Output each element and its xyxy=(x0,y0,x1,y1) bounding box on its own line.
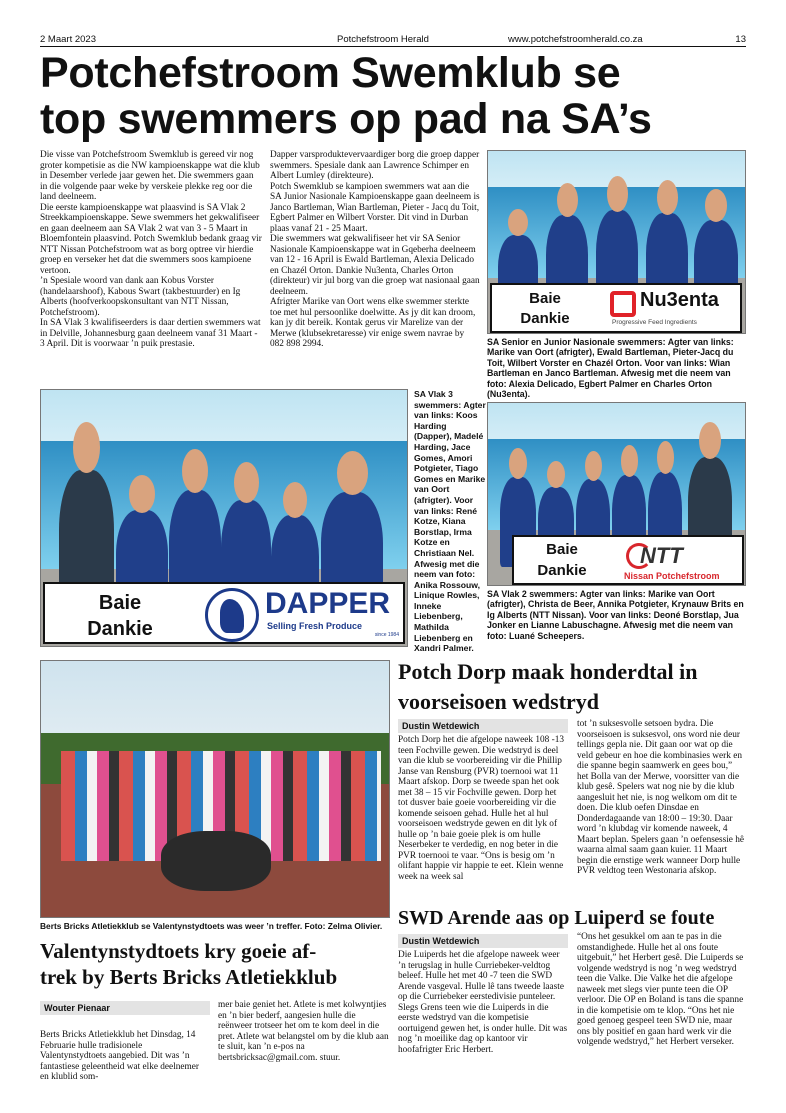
potch-dorp-byline: Dustin Wetdewich xyxy=(398,719,568,733)
dapper-sponsor-panel: Baie Dankie DAPPER Selling Fresh Produce since 1984 xyxy=(43,582,405,644)
main-headline-line2: top swemmers op pad na SA’s xyxy=(40,95,652,143)
vlak3-swimmers-photo xyxy=(40,389,408,647)
newspaper-name: Potchefstroom Herald xyxy=(337,34,429,45)
senior-swimmers-photo xyxy=(487,150,746,334)
ntt-nissan-logo: NTT Nissan Potchefstroom xyxy=(624,543,720,581)
vlak3-swimmers-caption: SA Vlak 3 swemmers: Agter van links: Koos Harding (Dapper), Madelé Harding, Jace Gomes, Amori Potgieter, Tiago Gomes en Marike van Oort (afrigter). Voor van links: René Kotze, Kiana Borstlap, Irma Kotze en Christiaan Nel. Afwesig met die neem van foto: Anika Rossouw, Linique Rowles, Inneke Liebenberg, Mathilda Liebenberg en Xandri Palmer. xyxy=(414,389,486,654)
main-headline xyxy=(40,50,750,142)
page-header xyxy=(40,0,746,44)
valentyn-col1: Berts Bricks Atletiekklub het Dinsdag, 14 Februarie hulle tradisionele Valentynstydtoets aangebied. Dit was ’n fantastiese geleentheid wat elke deelnemer en klublid som- xyxy=(40,1030,200,1082)
vlak2-swimmers-photo xyxy=(487,402,746,586)
nu3enta-logo: Nu3enta Progressive Feed Ingredients xyxy=(612,289,719,326)
swd-col2: “Ons het gesukkel om aan te pas in die omstandighede. Hulle het al ons foute uitgebuit,” het Herbert gesê. Die Luiperds se volgende wedstryd is nog ’n weg wedstryd teen die Valke. Die Valke het die afgelope naweek met slegs vier punte teen die OP verloor. Die OP en Boland is tans die spanne in die kompetisie om te klop. “Ons het nie goed genoeg gespeel teen SWD nie, maar ons bly positief en gaan hard werk vir die volgende wedstryd,” het Herbert verseker. xyxy=(577,932,744,1047)
dapper-horse-logo-icon xyxy=(205,588,259,642)
newspaper-url[interactable]: www.potchefstroomherald.co.za xyxy=(508,34,643,45)
swim-article-col2: Dapper varsproduktevervaardiger borg die groep dapper swemmers. Spesiale dank aan Lawrence Schimper en Albert Lumley (direkteure). Potch Swemklub se kampioen swemmers wat aan die SA Junior Nasionale Kampioenskappe gaan deelneem is Janco Bartleman, Wian Bartleman, Pieter - Jacq du Toit, Egbert Palmer en Wilbert Vorster. Dit vind in Durban plaas vanaf 21 - 25 Maart. Die swemmers wat gekwalifiseer het vir SA Senior Nasionale Kampioenskappe wat in Gqeberha deelneem van 12 - 16 April is Ewald Bartleman, Alexia Delicado en Chazél Orton. Dankie Nu3enta, Charles Orton (direkteur) vir jul borg van die groep wat nasionaal gaan deelneem. Afrigter Marike van Oort wens elke swemmer sterkte toe met hul persoonlike doelwitte. As jy dit kan droom, kan jy dit bereik. Kontak gerus vir Marelize van der Merwe (klubsekretaresse) vir enige swem navrae by 082 898 2994. xyxy=(270,150,480,349)
dapper-logo: DAPPER Selling Fresh Produce since 1984 xyxy=(265,587,399,638)
potch-dorp-headline: Potch Dorp maak honderdtal in voorseisoen wedstryd xyxy=(398,659,698,714)
valentyn-byline: Wouter Pienaar xyxy=(40,1001,210,1015)
nu3enta-sponsor-panel: Baie Dankie Nu3enta Progressive Feed Ingredients xyxy=(490,283,742,333)
potch-dorp-col2: tot ’n suksesvolle setsoen bydra. Die voorseisoen is suksesvol, ons word nie deur tellings gepla nie. Dit gaan oor wat op die veld gebeur en hoe die kombinasies werk en die spanne begin saamwerk en gees bou,” het Bolla van der Merwe, voorsitter van die klub gesê. Spelers wat nog nie by die klub aangesluit het nie, is nog welkom om dit te doen. Die klub oefen Dinsdae en Donderdagaande van 18:00 – 19:30. Daar word ’n klubdag vir komende naweek, 4 Maart beplan. Spelers gaan ’n oefensessie hê waarna almal saam gaan kuier. 11 Maart begin die ernstige werk wanneer Dorp hulle PVR veldtog teen Westonaria afskop. xyxy=(577,719,745,876)
page-number: 13 xyxy=(735,34,746,45)
main-headline-line1: Potchefstroom Swemklub se xyxy=(40,49,621,97)
valentyn-col2: mer baie geniet het. Atlete is met kolwyntjies en ’n bier bederf, aangesien hulle die reënweer trotseer het om te kom deel in die pret. Atlete wat belangstel om by die klub aan te sluit, kan ’n e-pos na bertsbricksac@gmail.com. stuur. xyxy=(218,1000,389,1063)
nu3enta-logo-icon xyxy=(610,291,636,317)
header-rule xyxy=(40,46,746,47)
issue-date: 2 Maart 2023 xyxy=(40,34,96,45)
valentyn-headline: Valentynstydtoets kry goeie af- trek by Berts Bricks Atletiekklub xyxy=(40,939,338,989)
potch-dorp-col1: Potch Dorp het die afgelope naweek 108 -13 teen Fochville gewen. Die wedstryd is deel van die klub se voorbereiding vir die Phillip Janse van Rensburg (PVR) toernooi wat 11 Maart afskop. Dorp se tweede span het ook met 38 – 15 vir Fochville gewen. Dorp het tot dusver baie goeie voorbereiding vir die komende seisoen gehad. Hulle het al hul voorseisoen wedstryde gewen en dit lyk of hulle op ’n baie goeie plek is om hulle Neserbeker te verdedig, en nog beter in die PVR toernooi te vaar. “Ons is besig om ’n olifant happie vir happie te eet. Klein wenne week na week sal xyxy=(398,735,565,882)
senior-swimmers-caption: SA Senior en Junior Nasionale swemmers: Agter van links: Marike van Oort (afrigter), Ewald Bartleman, Pieter-Jacq du Toit, Wilbert Vorster en Chazél Orton. Voor van links: Wian Bartleman en Janco Bartleman. Afwesig met die neem van foto: Alexia Delicado, Egbert Palmer en Charles Orton (Nu3enta). xyxy=(487,337,734,400)
swd-byline: Dustin Wetdewich xyxy=(398,934,568,948)
swd-headline: SWD Arende aas op Luiperd se foute xyxy=(398,907,715,929)
swim-article-col1: Die visse van Potchefstroom Swemklub is gereed vir nog groter kompetisie as die NW kampioenskappe wat die klub in Desember verlede jaar gewen het. Die swemmers gaan in die volgende paar weke by verskeie plekke reg oor die land deelneem. Die eerste kampioenskappe wat plaasvind is SA Vlak 2 Streekkampioenskappe. Sewe swemmers het gekwalifiseer en gaan deelneem aan SA Vlak 2 wat van 3 - 5 Maart in Bloemfontein plaasvind. Potch Swemklub bedank graag vir NTT Nissan Potchefstroom wat as borg optree vir hierdie groep en verseker het dat die swemmers soos kampioene vertoon. ’n Spesiale woord van dank aan Kobus Vorster (handelaarshoof), Kabous Swart (takbestuurder) en Ig Alberts (hoofverkoopskonsultant van NTT Nissan, Potchefstroom). In SA Vlak 3 kwalifiseerders is daar dertien swemmers wat in Delville, Johannesburg gaan deelneem vanaf 31 Maart - 3 April. Dit is voorwaar ’n puik prestasie. xyxy=(40,150,262,349)
ntt-sponsor-panel: Baie Dankie NTT Nissan Potchefstroom xyxy=(512,535,744,585)
swd-col1: Die Luiperds het die afgelope naweek weer ’n terugslag in hulle Curriebeker-veldtog beleef. Hulle het met 40 -7 teen die SWD Arende vasgeval. Hulle lê tans tweede laaste op die Curriebeker eerstedivisie punteleer. Slegs Grens teen wie die Luiperds in die eerste wedstryd van die kompetisie oortuigend gewen het, is onder hulle. Dit was nog ’n moeilike dag op kantoor vir hoofafrigter Eric Herbert. xyxy=(398,950,568,1055)
athletics-club-photo xyxy=(40,660,390,918)
vlak2-swimmers-caption: SA Vlak 2 swemmers: Agter van links: Marike van Oort (afrigter), Christa de Beer, Annika Potgieter, Krynauw Brits en Ig Alberts (NTT Nissan). Voor van links: Deoné Borstlap, Jua Jonker en Lianne Labuschagne. Afwesig met die neem van foto: Luané Scheepers. xyxy=(487,589,744,641)
athletics-photo-caption: Berts Bricks Atletiekklub se Valentynstydtoets was weer ’n treffer. Foto: Zelma Olivier. xyxy=(40,921,383,931)
